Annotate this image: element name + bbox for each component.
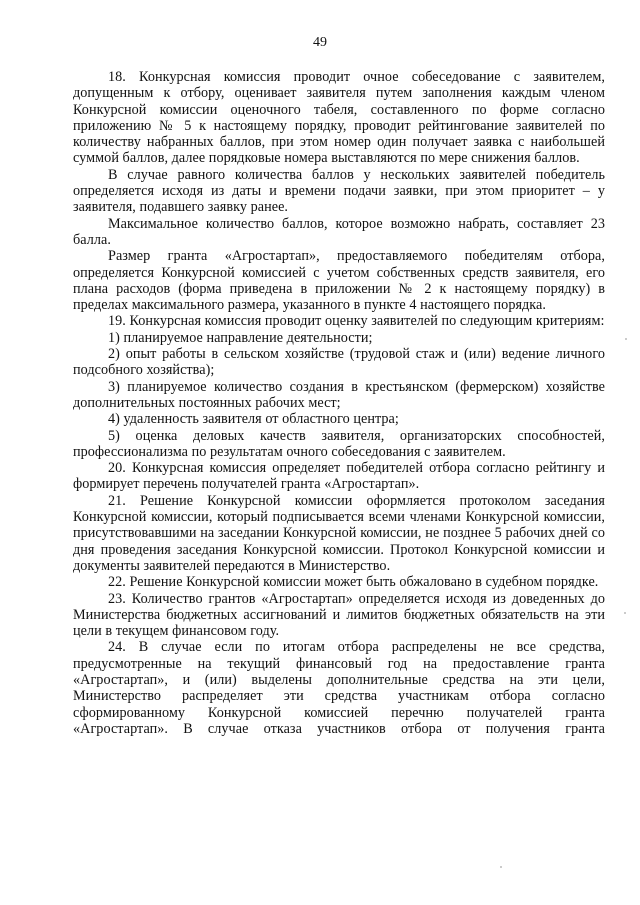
criterion-4: 4) удаленность заявителя от областного центра; xyxy=(108,411,399,428)
paragraph-18: 18. Конкурсная комиссия проводит очное собеседование с заявителем, допущенным к отбору, оценивает заявителя путем заполнения каждым членом Конкурсной комиссии оценочного табеля, составленного по форме согласно приложению № 5 к настоящему порядку, проводит рейтингование заявителей по количеству набранных баллов, при этом номер один получает заявка с наибольшей суммой баллов, далее порядковые номера выставляются по мере снижения баллов. xyxy=(73,69,605,167)
criterion-1: 1) планируемое направление деятельности; xyxy=(108,329,373,346)
scan-speck xyxy=(624,612,626,614)
paragraph-22: 22. Решение Конкурсной комиссии может быть обжаловано в судебном порядке. xyxy=(108,574,599,591)
scan-speck xyxy=(625,338,627,340)
paragraph-20: 20. Конкурсная комиссия определяет победителей отбора согласно рейтингу и формирует перечень получателей гранта «Агростартап». xyxy=(73,460,605,493)
paragraph-23: 23. Количество грантов «Агростартап» определяется исходя из доведенных до Министерства бюджетных ассигнований и лимитов бюджетных обязательств на эти цели в текущем финансовом году. xyxy=(73,590,605,640)
paragraph-24: 24. В случае если по итогам отбора распределены не все средства, предусмотренные на текущий финансовый год на предоставление гранта «Агростартап», и (или) выделены дополнительные средства на эти цели, Министерство распределяет эти средства участникам отбора согласно сформированному Конкурсной комиссией перечню получателей гранта «Агростартап». В случае отказа участников отбора от получения гранта xyxy=(73,639,605,737)
scan-speck xyxy=(500,866,502,868)
criterion-3: 3) планируемое количество создания в крестьянском (фермерском) хозяйстве дополнительных постоянных рабочих мест; xyxy=(73,378,605,411)
paragraph-18-grant-size: Размер гранта «Агростартап», предоставляемого победителям отбора, определяется Конкурсной комиссией с учетом собственных средств заявителя, его плана расходов (форма приведена в приложении № 2 к настоящему порядку) в пределах максимального размера, указанного в пункте 4 настоящего порядка. xyxy=(73,248,605,314)
page-number: 49 xyxy=(313,35,327,50)
paragraph-21: 21. Решение Конкурсной комиссии оформляется протоколом заседания Конкурсной комиссии, который подписывается всеми членами Конкурсной комиссии, присутствовавшими на заседании Конкурсной комиссии, не позднее 5 рабочих дней со дня проведения заседания Конкурсной комиссии. Протокол Конкурсной комиссии и документы заявителей передаются в Министерство. xyxy=(73,492,605,574)
paragraph-19: 19. Конкурсная комиссия проводит оценку заявителей по следующим критериям: xyxy=(108,313,605,330)
criterion-2: 2) опыт работы в сельском хозяйстве (трудовой стаж и (или) ведение личного подсобного хозяйства); xyxy=(73,346,605,379)
paragraph-18-max-score: Максимальное количество баллов, которое возможно набрать, составляет 23 балла. xyxy=(73,215,605,248)
paragraph-18-tie-rule: В случае равного количества баллов у нескольких заявителей победитель определяется исходя из даты и времени подачи заявки, при этом приоритет – у заявителя, подавшего заявку ранее. xyxy=(73,166,605,216)
document-text xyxy=(73,69,605,737)
criterion-5: 5) оценка деловых качеств заявителя, организаторских способностей, профессионализма по результатам очного собеседования с заявителем. xyxy=(73,427,605,460)
